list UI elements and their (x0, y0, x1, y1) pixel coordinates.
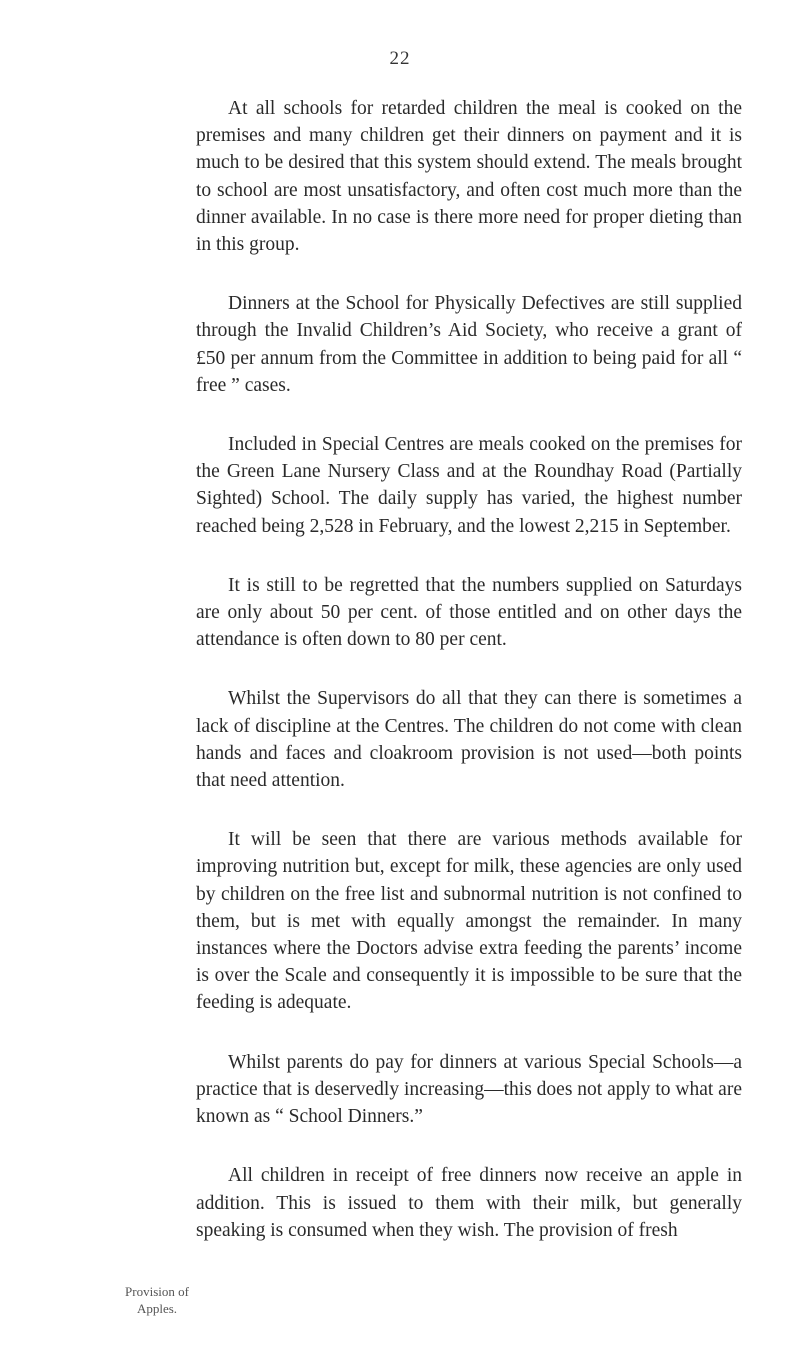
sidenote-provision-of-apples (118, 1283, 196, 1317)
paragraph-nutrition-methods: It will be seen that there are various methods available for improving nutrition but, except for milk, these agencies are only used by children on the free list and subnormal nutrition is not confined to them, but is met with equally amongst the remainder. In many instances where the Doctors advise extra feeding the parents’ income is over the Scale and consequently it is impossible to be sure that the feeding is adequate. (196, 829, 742, 1014)
body-text (196, 95, 742, 1244)
sidenote-line-1: Provision of (125, 1284, 189, 1299)
sidenote-line-2: Apples. (136, 1301, 178, 1316)
paragraph-discipline: Whilst the Supervisors do all that they can there is sometimes a lack of discipline at the Centres. The children do not come with clean hands and faces and cloakroom provision is not used—both points that need attention. (196, 688, 742, 792)
paragraph-school-dinners: Whilst parents do pay for dinners at various Special Schools—a practice that is deservedly increasing—this does not apply to what are known as “ School Dinners.” (196, 1051, 742, 1128)
paragraph-physically-defectives: Dinners at the School for Physically Defectives are still supplied through the Invalid Children’s Aid Society, who receive a grant of £50 per annum from the Committee in addition to being paid for all “ free ” cases. (196, 293, 742, 396)
paragraph-saturday-numbers: It is still to be regretted that the numbers supplied on Saturdays are only about 50 per cent. of those entitled and on other days the attendance is often down to 80 per cent. (196, 574, 742, 651)
paragraph-special-centres: Included in Special Centres are meals cooked on the premises for the Green Lane Nursery Class and at the Roundhay Road (Partially Sighted) School. The daily supply has varied, the highest number reached being 2,528 in February, and the lowest 2,215 in September. (196, 434, 742, 537)
paragraph-apples: All children in receipt of free dinners now receive an apple in addition. This is issued to them with their milk, but generally speaking is consumed when they wish. The provision of fresh (196, 1165, 742, 1241)
paragraph-retarded-children-meals: At all schools for retarded children the meal is cooked on the premises and many children get their dinners on payment and it is much to be desired that this system should extend. The meals brought to school are most unsatisfactory, and often cost much more than the dinner available. In no case is there more need for proper dieting than in this group. (196, 98, 742, 256)
page-number: 22 (389, 48, 411, 69)
